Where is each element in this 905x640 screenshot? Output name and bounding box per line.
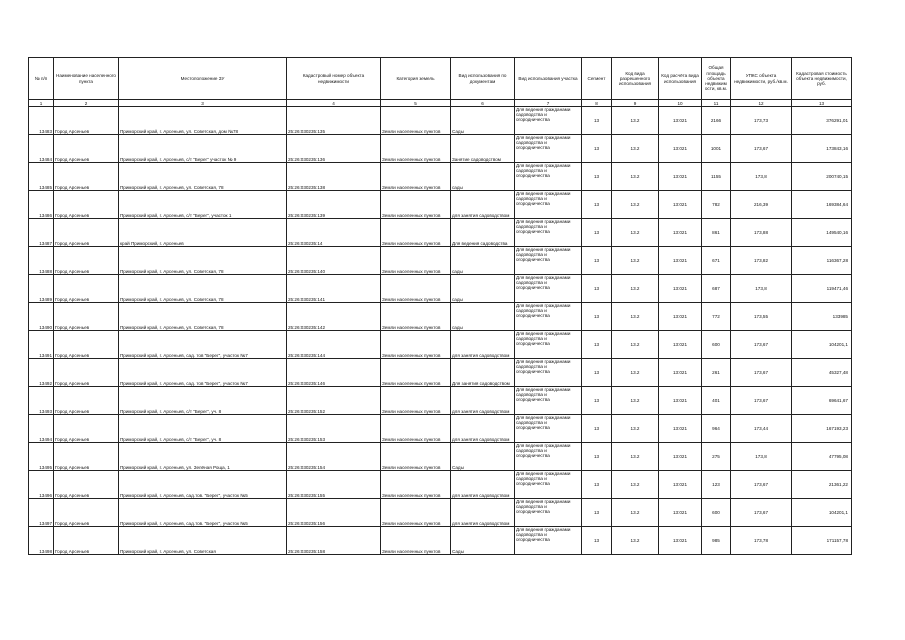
settlement-cell: Город Арсеньев xyxy=(54,219,119,247)
permitted-use-code-cell: 13.2 xyxy=(612,471,659,499)
land-category-cell: Земли населенных пунктов xyxy=(381,135,451,163)
row-number-cell: 13492 xyxy=(29,359,54,387)
area-cell: 1001 xyxy=(702,135,731,163)
area-cell: 123 xyxy=(702,471,731,499)
cadastral-number-cell: 25:26:030235:154 xyxy=(287,443,381,471)
cadastral-number-cell: 25:26:030235:153 xyxy=(287,415,381,443)
calc-use-code-cell: 13:021 xyxy=(659,387,702,415)
documented-use-cell: Для ведения садоводства xyxy=(451,219,515,247)
documented-use-cell: сады xyxy=(451,163,515,191)
cadastral-cost-cell: 167193,23 xyxy=(792,415,852,443)
area-cell: 2166 xyxy=(702,107,731,135)
land-category-cell: Земли населенных пунктов xyxy=(381,107,451,135)
plot-use-cell: Для ведения гражданами садоводства и огородничества xyxy=(515,275,582,303)
cadastral-cost-cell: 104201,1 xyxy=(792,331,852,359)
column-number: 1 xyxy=(29,100,54,107)
cadastral-number-cell: 25:26:030235:136 xyxy=(287,135,381,163)
column-number: 2 xyxy=(54,100,119,107)
column-number-row xyxy=(29,100,852,107)
calc-use-code-cell: 13:021 xyxy=(659,303,702,331)
documented-use-cell: для занятия садоводством xyxy=(451,331,515,359)
table-row xyxy=(29,135,852,163)
column-number: 4 xyxy=(287,100,381,107)
cadastral-number-cell: 25:26:030235:14 xyxy=(287,219,381,247)
location-cell: Приморский край, г. Арсеньев, с/т "Берег" участок № 9 xyxy=(119,135,287,163)
cadastral-number-cell: 25:26:030235:138 xyxy=(287,163,381,191)
settlement-cell: Город Арсеньев xyxy=(54,527,119,555)
calc-use-code-cell: 13:021 xyxy=(659,135,702,163)
header-cell: Местоположение ЗУ xyxy=(119,58,287,100)
cadastral-cost-cell: 376291,01 xyxy=(792,107,852,135)
land-category-cell: Земли населенных пунктов xyxy=(381,359,451,387)
header-cell: Код вида разрешенного использования xyxy=(612,58,659,100)
cadastral-cost-cell: 200740,15 xyxy=(792,163,852,191)
documented-use-cell: для занятия садоводством xyxy=(451,499,515,527)
upks-cell: 173,67 xyxy=(731,359,792,387)
header-cell: Код расчёта вида использования xyxy=(659,58,702,100)
segment-cell: 13 xyxy=(582,443,612,471)
settlement-cell: Город Арсеньев xyxy=(54,107,119,135)
cadastral-cost-cell: 171157,78 xyxy=(792,527,852,555)
upks-cell: 173,44 xyxy=(731,415,792,443)
permitted-use-code-cell: 13.2 xyxy=(612,331,659,359)
row-number-cell: 13486 xyxy=(29,191,54,219)
cadastral-number-cell: 25:26:030235:158 xyxy=(287,527,381,555)
table-row xyxy=(29,247,852,275)
header-cell: Наименование населенного пункта xyxy=(54,58,119,100)
row-number-cell: 13487 xyxy=(29,219,54,247)
header-cell: Категория земель xyxy=(381,58,451,100)
documented-use-cell: для занятия садоводством xyxy=(451,191,515,219)
column-number: 5 xyxy=(381,100,451,107)
calc-use-code-cell: 13:021 xyxy=(659,107,702,135)
cadastral-number-cell: 25:26:030235:144 xyxy=(287,331,381,359)
area-cell: 861 xyxy=(702,219,731,247)
plot-use-cell: Для ведения гражданами садоводства и огородничества xyxy=(515,499,582,527)
plot-use-cell: Для ведения гражданами садоводства и огородничества xyxy=(515,191,582,219)
cadastral-number-cell: 25:26:030235:141 xyxy=(287,275,381,303)
area-cell: 985 xyxy=(702,527,731,555)
location-cell: Приморский край, г. Арсеньев, ул. Советская xyxy=(119,527,287,555)
row-number-cell: 13485 xyxy=(29,163,54,191)
settlement-cell: Город Арсеньев xyxy=(54,499,119,527)
plot-use-cell: Для ведения гражданами садоводства и огородничества xyxy=(515,359,582,387)
land-category-cell: Земли населенных пунктов xyxy=(381,415,451,443)
land-category-cell: Земли населенных пунктов xyxy=(381,443,451,471)
upks-cell: 173,67 xyxy=(731,471,792,499)
table-row xyxy=(29,471,852,499)
calc-use-code-cell: 13:021 xyxy=(659,415,702,443)
segment-cell: 13 xyxy=(582,415,612,443)
area-cell: 772 xyxy=(702,303,731,331)
settlement-cell: Город Арсеньев xyxy=(54,247,119,275)
table-row xyxy=(29,303,852,331)
column-number: 7 xyxy=(515,100,582,107)
upks-cell: 173,67 xyxy=(731,331,792,359)
permitted-use-code-cell: 13.2 xyxy=(612,135,659,163)
segment-cell: 13 xyxy=(582,191,612,219)
documented-use-cell: сады xyxy=(451,275,515,303)
upks-cell: 173,67 xyxy=(731,135,792,163)
header-row xyxy=(29,58,852,100)
area-cell: 1155 xyxy=(702,163,731,191)
segment-cell: 13 xyxy=(582,163,612,191)
column-number: 8 xyxy=(582,100,612,107)
permitted-use-code-cell: 13.2 xyxy=(612,163,659,191)
plot-use-cell: Для ведения гражданами садоводства и огородничества xyxy=(515,107,582,135)
upks-cell: 173,8 xyxy=(731,163,792,191)
row-number-cell: 13483 xyxy=(29,107,54,135)
cadastral-number-cell: 25:26:030235:140 xyxy=(287,247,381,275)
table-row xyxy=(29,415,852,443)
permitted-use-code-cell: 13.2 xyxy=(612,275,659,303)
cadastral-cost-cell: 69641,67 xyxy=(792,387,852,415)
column-number: 13 xyxy=(792,100,852,107)
settlement-cell: Город Арсеньев xyxy=(54,443,119,471)
permitted-use-code-cell: 13.2 xyxy=(612,107,659,135)
cadastral-cost-cell: 119471,46 xyxy=(792,275,852,303)
header-cell: Вид использования участка xyxy=(515,58,582,100)
land-category-cell: Земли населенных пунктов xyxy=(381,387,451,415)
location-cell: Приморский край, г. Арсеньев, ул. Советская, 78 xyxy=(119,275,287,303)
cadastral-cost-cell: 47795,08 xyxy=(792,443,852,471)
segment-cell: 13 xyxy=(582,247,612,275)
table-row xyxy=(29,359,852,387)
location-cell: Приморский край, г. Арсеньев, ул. Зелёная Роща, 1 xyxy=(119,443,287,471)
row-number-cell: 13488 xyxy=(29,247,54,275)
permitted-use-code-cell: 13.2 xyxy=(612,443,659,471)
row-number-cell: 13496 xyxy=(29,471,54,499)
plot-use-cell: Для ведения гражданами садоводства и огородничества xyxy=(515,527,582,555)
segment-cell: 13 xyxy=(582,275,612,303)
segment-cell: 13 xyxy=(582,471,612,499)
settlement-cell: Город Арсеньев xyxy=(54,387,119,415)
header-cell: Кадастровая стоимость объекта недвижимости, руб. xyxy=(792,58,852,100)
segment-cell: 13 xyxy=(582,499,612,527)
segment-cell: 13 xyxy=(582,107,612,135)
land-category-cell: Земли населенных пунктов xyxy=(381,303,451,331)
area-cell: 275 xyxy=(702,443,731,471)
column-number: 10 xyxy=(659,100,702,107)
permitted-use-code-cell: 13.2 xyxy=(612,499,659,527)
documented-use-cell: для занятия садоводством xyxy=(451,415,515,443)
documented-use-cell: Занятие садоводством xyxy=(451,135,515,163)
settlement-cell: Город Арсеньев xyxy=(54,415,119,443)
location-cell: Приморский край, г. Арсеньев, ул. Советская, 78 xyxy=(119,247,287,275)
settlement-cell: Город Арсеньев xyxy=(54,471,119,499)
land-category-cell: Земли населенных пунктов xyxy=(381,499,451,527)
cadastral-number-cell: 25:26:030235:152 xyxy=(287,387,381,415)
calc-use-code-cell: 13:021 xyxy=(659,191,702,219)
table-row xyxy=(29,331,852,359)
cadastral-number-cell: 25:26:030235:142 xyxy=(287,303,381,331)
documented-use-cell: для занятия садоводством xyxy=(451,387,515,415)
documented-use-cell: Сады xyxy=(451,527,515,555)
plot-use-cell: Для ведения гражданами садоводства и огородничества xyxy=(515,415,582,443)
settlement-cell: Город Арсеньев xyxy=(54,191,119,219)
location-cell: Приморский край, г. Арсеньев, сад.тов. "Берег", участок №5 xyxy=(119,499,287,527)
calc-use-code-cell: 13:021 xyxy=(659,471,702,499)
settlement-cell: Город Арсеньев xyxy=(54,359,119,387)
calc-use-code-cell: 13:021 xyxy=(659,359,702,387)
cadastral-cost-cell: 169384,64 xyxy=(792,191,852,219)
location-cell: Приморский край, г. Арсеньев, ул. Советская, дом №78 xyxy=(119,107,287,135)
area-cell: 671 xyxy=(702,247,731,275)
calc-use-code-cell: 13:021 xyxy=(659,275,702,303)
settlement-cell: Город Арсеньев xyxy=(54,303,119,331)
table-row xyxy=(29,191,852,219)
segment-cell: 13 xyxy=(582,303,612,331)
row-number-cell: 13495 xyxy=(29,443,54,471)
row-number-cell: 13491 xyxy=(29,331,54,359)
cadastral-cost-cell: 173843,16 xyxy=(792,135,852,163)
plot-use-cell: Для ведения гражданами садоводства и огородничества xyxy=(515,163,582,191)
land-category-cell: Земли населенных пунктов xyxy=(381,219,451,247)
plot-use-cell: Для ведения гражданами садоводства и огородничества xyxy=(515,331,582,359)
location-cell: Приморский край, г. Арсеньев, сад. тов "Берег", участок №7 xyxy=(119,359,287,387)
permitted-use-code-cell: 13.2 xyxy=(612,415,659,443)
upks-cell: 173,78 xyxy=(731,527,792,555)
upks-cell: 173,55 xyxy=(731,303,792,331)
location-cell: Приморский край, г. Арсеньев, ул. Советская, 78 xyxy=(119,303,287,331)
location-cell: край Приморский, г. Арсеньев xyxy=(119,219,287,247)
location-cell: Приморский край, г. Арсеньев, сад. тов "Берег", участок №7 xyxy=(119,331,287,359)
calc-use-code-cell: 13:021 xyxy=(659,219,702,247)
table-row xyxy=(29,107,852,135)
settlement-cell: Город Арсеньев xyxy=(54,163,119,191)
location-cell: Приморский край, г. Арсеньев, с/т "Берег", участок 1 xyxy=(119,191,287,219)
row-number-cell: 13484 xyxy=(29,135,54,163)
row-number-cell: 13489 xyxy=(29,275,54,303)
upks-cell: 216,39 xyxy=(731,191,792,219)
area-cell: 600 xyxy=(702,331,731,359)
plot-use-cell: Для ведения гражданами садоводства и огородничества xyxy=(515,443,582,471)
table-row xyxy=(29,163,852,191)
column-number: 3 xyxy=(119,100,287,107)
documented-use-cell: для занятия садоводством xyxy=(451,471,515,499)
cadastral-number-cell: 25:26:030235:156 xyxy=(287,499,381,527)
settlement-cell: Город Арсеньев xyxy=(54,275,119,303)
header-cell: Вид использования по документам xyxy=(451,58,515,100)
land-category-cell: Земли населенных пунктов xyxy=(381,527,451,555)
plot-use-cell: Для ведения гражданами садоводства и огородничества xyxy=(515,387,582,415)
header-cell: Сегмент xyxy=(582,58,612,100)
cadastral-number-cell: 25:26:030235:146 xyxy=(287,359,381,387)
area-cell: 401 xyxy=(702,387,731,415)
cadastral-value-table xyxy=(28,57,852,555)
row-number-cell: 13494 xyxy=(29,415,54,443)
segment-cell: 13 xyxy=(582,135,612,163)
land-category-cell: Земли населенных пунктов xyxy=(381,471,451,499)
area-cell: 782 xyxy=(702,191,731,219)
segment-cell: 13 xyxy=(582,331,612,359)
plot-use-cell: Для ведения гражданами садоводства и огородничества xyxy=(515,247,582,275)
permitted-use-code-cell: 13.2 xyxy=(612,303,659,331)
upks-cell: 173,8 xyxy=(731,275,792,303)
row-number-cell: 13493 xyxy=(29,387,54,415)
row-number-cell: 13498 xyxy=(29,527,54,555)
cadastral-cost-cell: 21361,22 xyxy=(792,471,852,499)
header-cell: Общая площадь объекта недвижим ости, кв.м. xyxy=(702,58,731,100)
settlement-cell: Город Арсеньев xyxy=(54,331,119,359)
calc-use-code-cell: 13:021 xyxy=(659,527,702,555)
cadastral-number-cell: 25:26:030235:155 xyxy=(287,471,381,499)
location-cell: Приморский край, г. Арсеньев, сад.тов. "Берег", участок №5 xyxy=(119,471,287,499)
land-category-cell: Земли населенных пунктов xyxy=(381,247,451,275)
plot-use-cell: Для ведения гражданами садоводства и огородничества xyxy=(515,135,582,163)
plot-use-cell: Для ведения гражданами садоводства и огородничества xyxy=(515,471,582,499)
calc-use-code-cell: 13:021 xyxy=(659,443,702,471)
row-number-cell: 13497 xyxy=(29,499,54,527)
calc-use-code-cell: 13:021 xyxy=(659,247,702,275)
documented-use-cell: Сады xyxy=(451,107,515,135)
permitted-use-code-cell: 13.2 xyxy=(612,359,659,387)
calc-use-code-cell: 13:021 xyxy=(659,163,702,191)
table-row xyxy=(29,527,852,555)
area-cell: 687 xyxy=(702,275,731,303)
permitted-use-code-cell: 13.2 xyxy=(612,387,659,415)
segment-cell: 13 xyxy=(582,387,612,415)
documented-use-cell: Сады xyxy=(451,443,515,471)
column-number: 6 xyxy=(451,100,515,107)
cadastral-number-cell: 25:26:030235:139 xyxy=(287,191,381,219)
segment-cell: 13 xyxy=(582,359,612,387)
header-cell: № п/п xyxy=(29,58,54,100)
upks-cell: 173,67 xyxy=(731,499,792,527)
plot-use-cell: Для ведения гражданами садоводства и огородничества xyxy=(515,303,582,331)
calc-use-code-cell: 13:021 xyxy=(659,499,702,527)
row-number-cell: 13490 xyxy=(29,303,54,331)
table-row xyxy=(29,219,852,247)
segment-cell: 13 xyxy=(582,527,612,555)
area-cell: 964 xyxy=(702,415,731,443)
calc-use-code-cell: 13:021 xyxy=(659,331,702,359)
upks-cell: 173,82 xyxy=(731,247,792,275)
land-category-cell: Земли населенных пунктов xyxy=(381,191,451,219)
table-row xyxy=(29,275,852,303)
cadastral-cost-cell: 104201,1 xyxy=(792,499,852,527)
documented-use-cell: Для занятия садоводством xyxy=(451,359,515,387)
area-cell: 600 xyxy=(702,499,731,527)
upks-cell: 173,8 xyxy=(731,443,792,471)
upks-cell: 173,73 xyxy=(731,107,792,135)
location-cell: Приморский край, г. Арсеньев, ул. Советская, 78 xyxy=(119,163,287,191)
land-category-cell: Земли населенных пунктов xyxy=(381,331,451,359)
cadastral-cost-cell: 45327,48 xyxy=(792,359,852,387)
table-row xyxy=(29,387,852,415)
column-number: 11 xyxy=(702,100,731,107)
cadastral-cost-cell: 149540,16 xyxy=(792,219,852,247)
location-cell: Приморский край, г. Арсеньев, с/т "Берег", уч. 8 xyxy=(119,415,287,443)
location-cell: Приморский край, г. Арсеньев, с/т "Берег", уч. 8 xyxy=(119,387,287,415)
permitted-use-code-cell: 13.2 xyxy=(612,219,659,247)
column-number: 12 xyxy=(731,100,792,107)
area-cell: 261 xyxy=(702,359,731,387)
upks-cell: 173,88 xyxy=(731,219,792,247)
permitted-use-code-cell: 13.2 xyxy=(612,247,659,275)
table-row xyxy=(29,443,852,471)
documented-use-cell: сады xyxy=(451,247,515,275)
cadastral-number-cell: 25:26:030235:135 xyxy=(287,107,381,135)
settlement-cell: Город Арсеньев xyxy=(54,135,119,163)
segment-cell: 13 xyxy=(582,219,612,247)
permitted-use-code-cell: 13.2 xyxy=(612,527,659,555)
table-row xyxy=(29,499,852,527)
plot-use-cell: Для ведения гражданами садоводства и огородничества xyxy=(515,219,582,247)
land-category-cell: Земли населенных пунктов xyxy=(381,163,451,191)
permitted-use-code-cell: 13.2 xyxy=(612,191,659,219)
documented-use-cell: сады xyxy=(451,303,515,331)
header-cell: Кадастровый номер объекта недвижимости xyxy=(287,58,381,100)
upks-cell: 173,67 xyxy=(731,387,792,415)
land-category-cell: Земли населенных пунктов xyxy=(381,275,451,303)
header-cell: УПКС объекта недвижимости, руб./кв.м. xyxy=(731,58,792,100)
column-number: 9 xyxy=(612,100,659,107)
cadastral-cost-cell: 116367,28 xyxy=(792,247,852,275)
cadastral-cost-cell: 133985 xyxy=(792,303,852,331)
